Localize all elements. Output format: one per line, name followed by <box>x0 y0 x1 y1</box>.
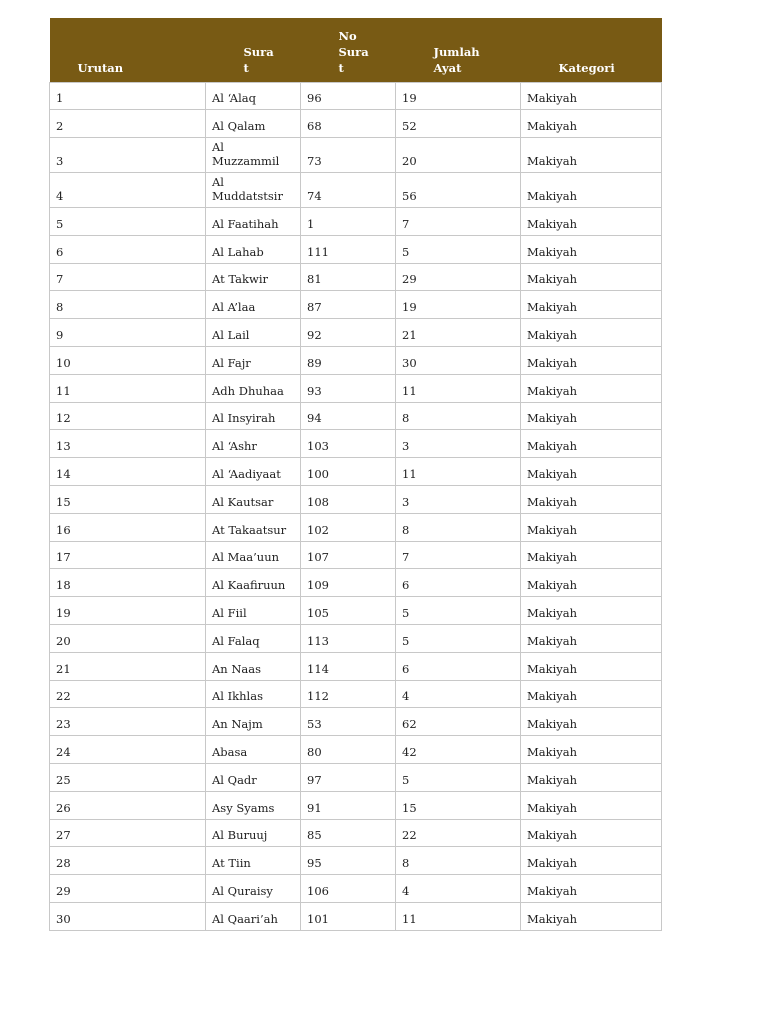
cell-surat: At Takaatsur <box>206 513 301 541</box>
cell-jumlah-ayat: 7 <box>396 541 521 569</box>
cell-kategori: Makiyah <box>521 541 662 569</box>
table-row <box>50 110 662 138</box>
cell-jumlah-ayat: 5 <box>396 597 521 625</box>
table-row <box>50 847 662 875</box>
cell-kategori: Makiyah <box>521 458 662 486</box>
cell-no-surat: 109 <box>301 569 396 597</box>
cell-surat: Al Muddatstsir <box>206 173 301 208</box>
cell-urutan: 20 <box>50 625 206 653</box>
cell-kategori: Makiyah <box>521 235 662 263</box>
cell-jumlah-ayat: 3 <box>396 430 521 458</box>
cell-surat: Abasa <box>206 736 301 764</box>
cell-kategori: Makiyah <box>521 791 662 819</box>
table-row <box>50 486 662 514</box>
cell-jumlah-ayat: 8 <box>396 402 521 430</box>
cell-no-surat: 68 <box>301 110 396 138</box>
cell-urutan: 22 <box>50 680 206 708</box>
table-row <box>50 541 662 569</box>
cell-no-surat: 91 <box>301 791 396 819</box>
cell-surat: Al Fiil <box>206 597 301 625</box>
cell-urutan: 19 <box>50 597 206 625</box>
header-no-surat: No Sura t <box>338 28 369 75</box>
cell-urutan: 28 <box>50 847 206 875</box>
cell-surat: Al Lail <box>206 319 301 347</box>
cell-no-surat: 100 <box>301 458 396 486</box>
cell-surat: Al Qadr <box>206 764 301 792</box>
cell-surat: Al Kaafiruun <box>206 569 301 597</box>
cell-surat: Al Kautsar <box>206 486 301 514</box>
cell-jumlah-ayat: 29 <box>396 263 521 291</box>
cell-kategori: Makiyah <box>521 138 662 173</box>
table-body <box>50 82 662 930</box>
cell-no-surat: 113 <box>301 625 396 653</box>
table-row <box>50 791 662 819</box>
table-row <box>50 82 662 110</box>
cell-urutan: 13 <box>50 430 206 458</box>
cell-surat: Al ‘Aadiyaat <box>206 458 301 486</box>
cell-urutan: 2 <box>50 110 206 138</box>
cell-urutan: 14 <box>50 458 206 486</box>
table-row <box>50 263 662 291</box>
cell-urutan: 12 <box>50 402 206 430</box>
cell-kategori: Makiyah <box>521 513 662 541</box>
cell-jumlah-ayat: 11 <box>396 903 521 931</box>
cell-no-surat: 94 <box>301 402 396 430</box>
cell-no-surat: 108 <box>301 486 396 514</box>
table-row <box>50 138 662 173</box>
cell-kategori: Makiyah <box>521 569 662 597</box>
table-row <box>50 625 662 653</box>
cell-urutan: 11 <box>50 374 206 402</box>
cell-jumlah-ayat: 4 <box>396 680 521 708</box>
header-kategori: Kategori <box>558 60 615 75</box>
table-row <box>50 402 662 430</box>
cell-jumlah-ayat: 7 <box>396 208 521 236</box>
cell-kategori: Makiyah <box>521 708 662 736</box>
cell-surat: Al Lahab <box>206 235 301 263</box>
cell-surat: Al Faatihah <box>206 208 301 236</box>
cell-jumlah-ayat: 15 <box>396 791 521 819</box>
table-row <box>50 347 662 375</box>
cell-kategori: Makiyah <box>521 736 662 764</box>
table-row <box>50 819 662 847</box>
header-surat: Sura t <box>243 44 274 75</box>
cell-jumlah-ayat: 5 <box>396 625 521 653</box>
surah-table <box>49 18 662 931</box>
cell-urutan: 3 <box>50 138 206 173</box>
cell-kategori: Makiyah <box>521 819 662 847</box>
cell-kategori: Makiyah <box>521 903 662 931</box>
cell-kategori: Makiyah <box>521 875 662 903</box>
cell-kategori: Makiyah <box>521 82 662 110</box>
cell-urutan: 9 <box>50 319 206 347</box>
cell-surat: Al Fajr <box>206 347 301 375</box>
table-row <box>50 652 662 680</box>
cell-no-surat: 101 <box>301 903 396 931</box>
cell-surat: Al Maa’uun <box>206 541 301 569</box>
table-row <box>50 875 662 903</box>
cell-urutan: 27 <box>50 819 206 847</box>
table-row <box>50 764 662 792</box>
cell-surat: Al Insyirah <box>206 402 301 430</box>
cell-surat: An Najm <box>206 708 301 736</box>
cell-jumlah-ayat: 19 <box>396 82 521 110</box>
cell-surat: Al Ikhlas <box>206 680 301 708</box>
table-row <box>50 291 662 319</box>
cell-jumlah-ayat: 11 <box>396 374 521 402</box>
cell-surat: Al Qalam <box>206 110 301 138</box>
cell-urutan: 16 <box>50 513 206 541</box>
cell-no-surat: 53 <box>301 708 396 736</box>
cell-jumlah-ayat: 56 <box>396 173 521 208</box>
table-row <box>50 736 662 764</box>
cell-no-surat: 93 <box>301 374 396 402</box>
cell-surat: Al Buruuj <box>206 819 301 847</box>
table-row <box>50 513 662 541</box>
cell-kategori: Makiyah <box>521 319 662 347</box>
cell-jumlah-ayat: 6 <box>396 652 521 680</box>
cell-no-surat: 96 <box>301 82 396 110</box>
cell-kategori: Makiyah <box>521 625 662 653</box>
cell-no-surat: 106 <box>301 875 396 903</box>
cell-kategori: Makiyah <box>521 597 662 625</box>
table-row <box>50 903 662 931</box>
cell-urutan: 18 <box>50 569 206 597</box>
cell-kategori: Makiyah <box>521 291 662 319</box>
cell-kategori: Makiyah <box>521 347 662 375</box>
cell-kategori: Makiyah <box>521 208 662 236</box>
cell-urutan: 26 <box>50 791 206 819</box>
cell-no-surat: 74 <box>301 173 396 208</box>
table-row <box>50 458 662 486</box>
header-row <box>50 18 662 82</box>
cell-kategori: Makiyah <box>521 652 662 680</box>
cell-surat: Asy Syams <box>206 791 301 819</box>
table-row <box>50 430 662 458</box>
cell-jumlah-ayat: 8 <box>396 513 521 541</box>
cell-jumlah-ayat: 11 <box>396 458 521 486</box>
cell-urutan: 4 <box>50 173 206 208</box>
cell-surat: Adh Dhuhaa <box>206 374 301 402</box>
cell-no-surat: 107 <box>301 541 396 569</box>
cell-jumlah-ayat: 20 <box>396 138 521 173</box>
cell-no-surat: 112 <box>301 680 396 708</box>
cell-surat: At Tiin <box>206 847 301 875</box>
cell-jumlah-ayat: 52 <box>396 110 521 138</box>
header-urutan: Urutan <box>77 60 124 75</box>
cell-no-surat: 97 <box>301 764 396 792</box>
cell-surat: Al Muzzammil <box>206 138 301 173</box>
table-row <box>50 208 662 236</box>
cell-urutan: 10 <box>50 347 206 375</box>
cell-kategori: Makiyah <box>521 263 662 291</box>
cell-urutan: 23 <box>50 708 206 736</box>
cell-urutan: 17 <box>50 541 206 569</box>
cell-urutan: 8 <box>50 291 206 319</box>
cell-no-surat: 87 <box>301 291 396 319</box>
cell-surat: Al ‘Ashr <box>206 430 301 458</box>
cell-kategori: Makiyah <box>521 430 662 458</box>
table-row <box>50 319 662 347</box>
cell-kategori: Makiyah <box>521 486 662 514</box>
table-row <box>50 374 662 402</box>
table-header <box>50 18 662 82</box>
cell-kategori: Makiyah <box>521 402 662 430</box>
cell-no-surat: 111 <box>301 235 396 263</box>
cell-no-surat: 80 <box>301 736 396 764</box>
cell-jumlah-ayat: 5 <box>396 764 521 792</box>
cell-kategori: Makiyah <box>521 680 662 708</box>
table-row <box>50 597 662 625</box>
table-row <box>50 173 662 208</box>
cell-no-surat: 92 <box>301 319 396 347</box>
cell-jumlah-ayat: 8 <box>396 847 521 875</box>
cell-jumlah-ayat: 19 <box>396 291 521 319</box>
cell-jumlah-ayat: 62 <box>396 708 521 736</box>
cell-urutan: 25 <box>50 764 206 792</box>
cell-surat: At Takwir <box>206 263 301 291</box>
cell-no-surat: 1 <box>301 208 396 236</box>
cell-jumlah-ayat: 22 <box>396 819 521 847</box>
cell-no-surat: 73 <box>301 138 396 173</box>
cell-no-surat: 105 <box>301 597 396 625</box>
cell-urutan: 5 <box>50 208 206 236</box>
cell-urutan: 29 <box>50 875 206 903</box>
cell-jumlah-ayat: 42 <box>396 736 521 764</box>
cell-jumlah-ayat: 30 <box>396 347 521 375</box>
cell-kategori: Makiyah <box>521 847 662 875</box>
cell-no-surat: 85 <box>301 819 396 847</box>
cell-surat: Al Qaari’ah <box>206 903 301 931</box>
cell-kategori: Makiyah <box>521 110 662 138</box>
cell-jumlah-ayat: 4 <box>396 875 521 903</box>
cell-no-surat: 114 <box>301 652 396 680</box>
header-jumlah-ayat: Jumlah Ayat <box>433 44 480 75</box>
table-row <box>50 235 662 263</box>
cell-kategori: Makiyah <box>521 764 662 792</box>
cell-jumlah-ayat: 21 <box>396 319 521 347</box>
cell-urutan: 15 <box>50 486 206 514</box>
cell-no-surat: 102 <box>301 513 396 541</box>
cell-no-surat: 89 <box>301 347 396 375</box>
cell-surat: Al Quraisy <box>206 875 301 903</box>
document-page <box>49 18 662 931</box>
cell-jumlah-ayat: 3 <box>396 486 521 514</box>
cell-no-surat: 95 <box>301 847 396 875</box>
table-row <box>50 708 662 736</box>
table-row <box>50 569 662 597</box>
cell-urutan: 24 <box>50 736 206 764</box>
cell-urutan: 7 <box>50 263 206 291</box>
cell-kategori: Makiyah <box>521 374 662 402</box>
cell-surat: Al Falaq <box>206 625 301 653</box>
table-row <box>50 680 662 708</box>
cell-no-surat: 81 <box>301 263 396 291</box>
cell-urutan: 1 <box>50 82 206 110</box>
cell-urutan: 6 <box>50 235 206 263</box>
cell-no-surat: 103 <box>301 430 396 458</box>
cell-surat: Al ‘Alaq <box>206 82 301 110</box>
cell-surat: An Naas <box>206 652 301 680</box>
cell-kategori: Makiyah <box>521 173 662 208</box>
cell-surat: Al A’laa <box>206 291 301 319</box>
cell-urutan: 21 <box>50 652 206 680</box>
cell-jumlah-ayat: 5 <box>396 235 521 263</box>
cell-jumlah-ayat: 6 <box>396 569 521 597</box>
cell-urutan: 30 <box>50 903 206 931</box>
